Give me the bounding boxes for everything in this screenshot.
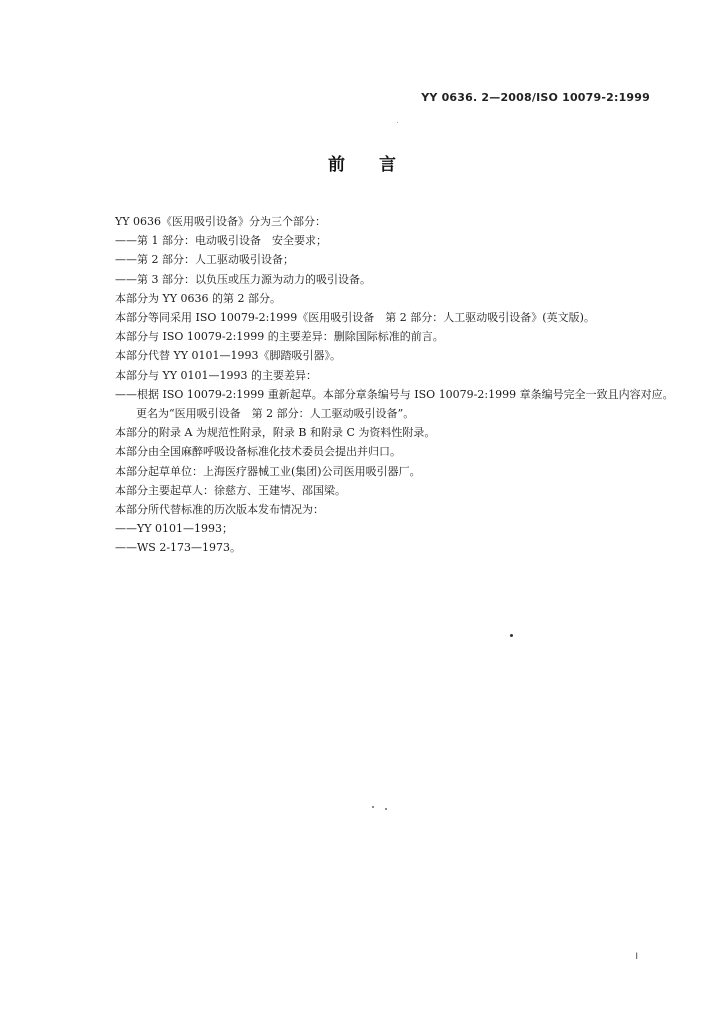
text-line: 本部分代替 YY 0101—1993《脚踏吸引器》。 [115, 349, 342, 363]
text-line: ——YY 0101—1993； [115, 522, 234, 536]
page-title: 前言 [328, 155, 430, 175]
text-line: ——WS 2-173—1973。 [115, 541, 242, 555]
text-line: ——第 1 部分：电动吸引设备 安全要求； [115, 234, 327, 248]
text-line: ——第 3 部分：以负压或压力源为动力的吸引设备。 [115, 272, 371, 286]
text-line: 本部分所代替标准的历次版本发布情况为： [115, 503, 324, 517]
scan-speck [510, 634, 513, 637]
page-number: I [635, 952, 638, 962]
foreword-body [115, 212, 680, 558]
text-line: ——第 2 部分：人工驱动吸引设备； [115, 253, 294, 267]
text-line: 本部分为 YY 0636 的第 2 部分。 [115, 291, 281, 305]
scan-speck [385, 808, 387, 810]
text-line: 本部分起草单位：上海医疗器械工业(集团)公司医用吸引器厂。 [115, 464, 421, 478]
text-line: 本部分由全国麻醉呼吸设备标准化技术委员会提出并归口。 [115, 445, 401, 459]
text-line: 本部分主要起草人：徐慈方、王建岑、邵国梁。 [115, 483, 346, 497]
text-line: 更名为“医用吸引设备 第 2 部分：人工驱动吸引设备”。 [136, 407, 415, 421]
standard-number-header: YY 0636. 2—2008/ISO 10079-2:1999 [421, 91, 650, 104]
text-line: 本部分等同采用 ISO 10079-2:1999《医用吸引设备 第 2 部分：人工驱动吸引设备》(英文版)。 [115, 311, 595, 325]
text-line: 本部分的附录 A 为规范性附录，附录 B 和附录 C 为资料性附录。 [115, 426, 436, 440]
text-line-wrapped: ——根据 ISO 10079-2:1999 重新起草。本部分章条编号与 ISO 10079-2:1999 章条编号完全一致且内容对应。 [115, 387, 674, 401]
text-line: 本部分与 ISO 10079-2:1999 的主要差异：删除国际标准的前言。 [115, 330, 444, 344]
scan-speck [372, 806, 374, 808]
text-line: YY 0636《医用吸引设备》分为三个部分： [115, 215, 327, 228]
text-line: 本部分与 YY 0101—1993 的主要差异： [115, 368, 318, 382]
scan-speck [397, 122, 398, 123]
